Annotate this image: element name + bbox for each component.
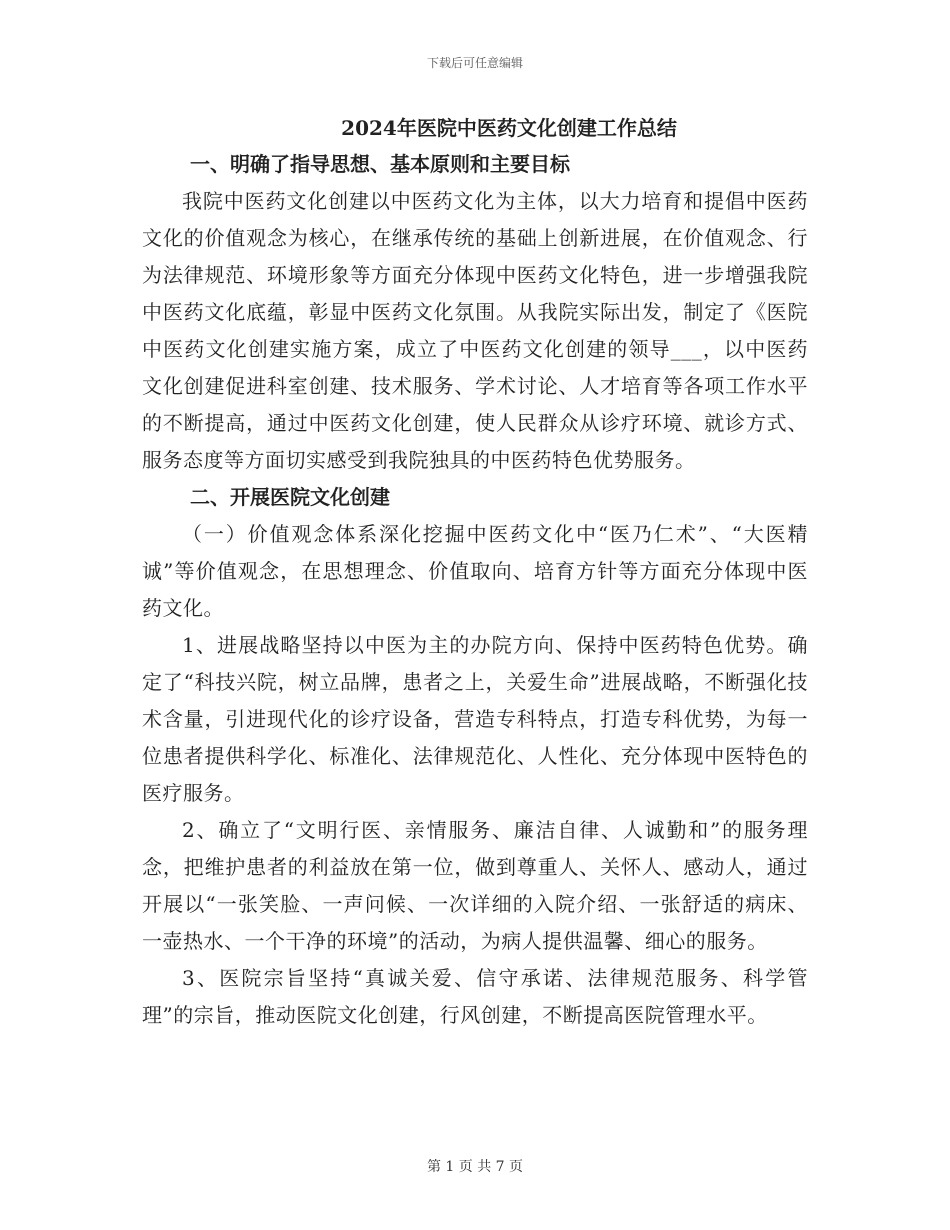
section-heading-1: 一、明确了指导思想、基本原则和主要目标 [190, 152, 570, 176]
section-heading-2: 二、开展医院文化创建 [190, 485, 390, 509]
item-1-paragraph: 1、进展战略坚持以中医为主的办院方向、保持中医药特色优势。确定了“科技兴院，树立品牌，患者之上，关爱生命”进展战略，不断强化技术含量，引进现代化的诊疗设备，营造专科特点，打造专科优势，为每一位患者提供科学化、标准化、法律规范化、人性化、充分体现中医特色的医疗服务。 [142, 633, 808, 805]
page-number-footer: 第 1 页 共 7 页 [426, 1159, 524, 1175]
document-body [142, 110, 808, 1034]
page-header-note: 下载后可任意编辑 [426, 56, 523, 70]
item-3-paragraph: 3、医院宗旨坚持“真诚关爱、信守承诺、法律规范服务、科学管理”的宗旨，推动医院文化创建，行风创建，不断提高医院管理水平。 [142, 966, 808, 1027]
subsection-1-paragraph: （一）价值观念体系深化挖掘中医药文化中“医乃仁术”、“大医精诚”等价值观念，在思想理念、价值取向、培育方针等方面充分体现中医药文化。 [142, 522, 808, 620]
section-1-paragraph: 我院中医药文化创建以中医药文化为主体，以大力培育和提倡中医药文化的价值观念为核心，在继承传统的基础上创新进展，在价值观念、行为法律规范、环境形象等方面充分体现中医药文化特色，进一步增强我院中医药文化底蕴，彰显中医药文化氛围。从我院实际出发，制定了《医院中医药文化创建实施方案，成立了中医药文化创建的领导___，以中医药文化创建促进科室创建、技术服务、学术讨论、人才培育等各项工作水平的不断提高，通过中医药文化创建，使人民群众从诊疗环境、就诊方式、服务态度等方面切实感受到我院独具的中医药特色优势服务。 [142, 189, 808, 472]
document-title: 2024年医院中医药文化创建工作总结 [341, 116, 677, 140]
item-2-paragraph: 2、确立了“文明行医、亲情服务、廉洁自律、人诚勤和”的服务理念，把维护患者的利益放在第一位，做到尊重人、关怀人、感动人，通过开展以“一张笑脸、一声问候、一次详细的入院介绍、一张舒适的病床、一壶热水、一个干净的环境”的活动，为病人提供温馨、细心的服务。 [142, 818, 808, 953]
